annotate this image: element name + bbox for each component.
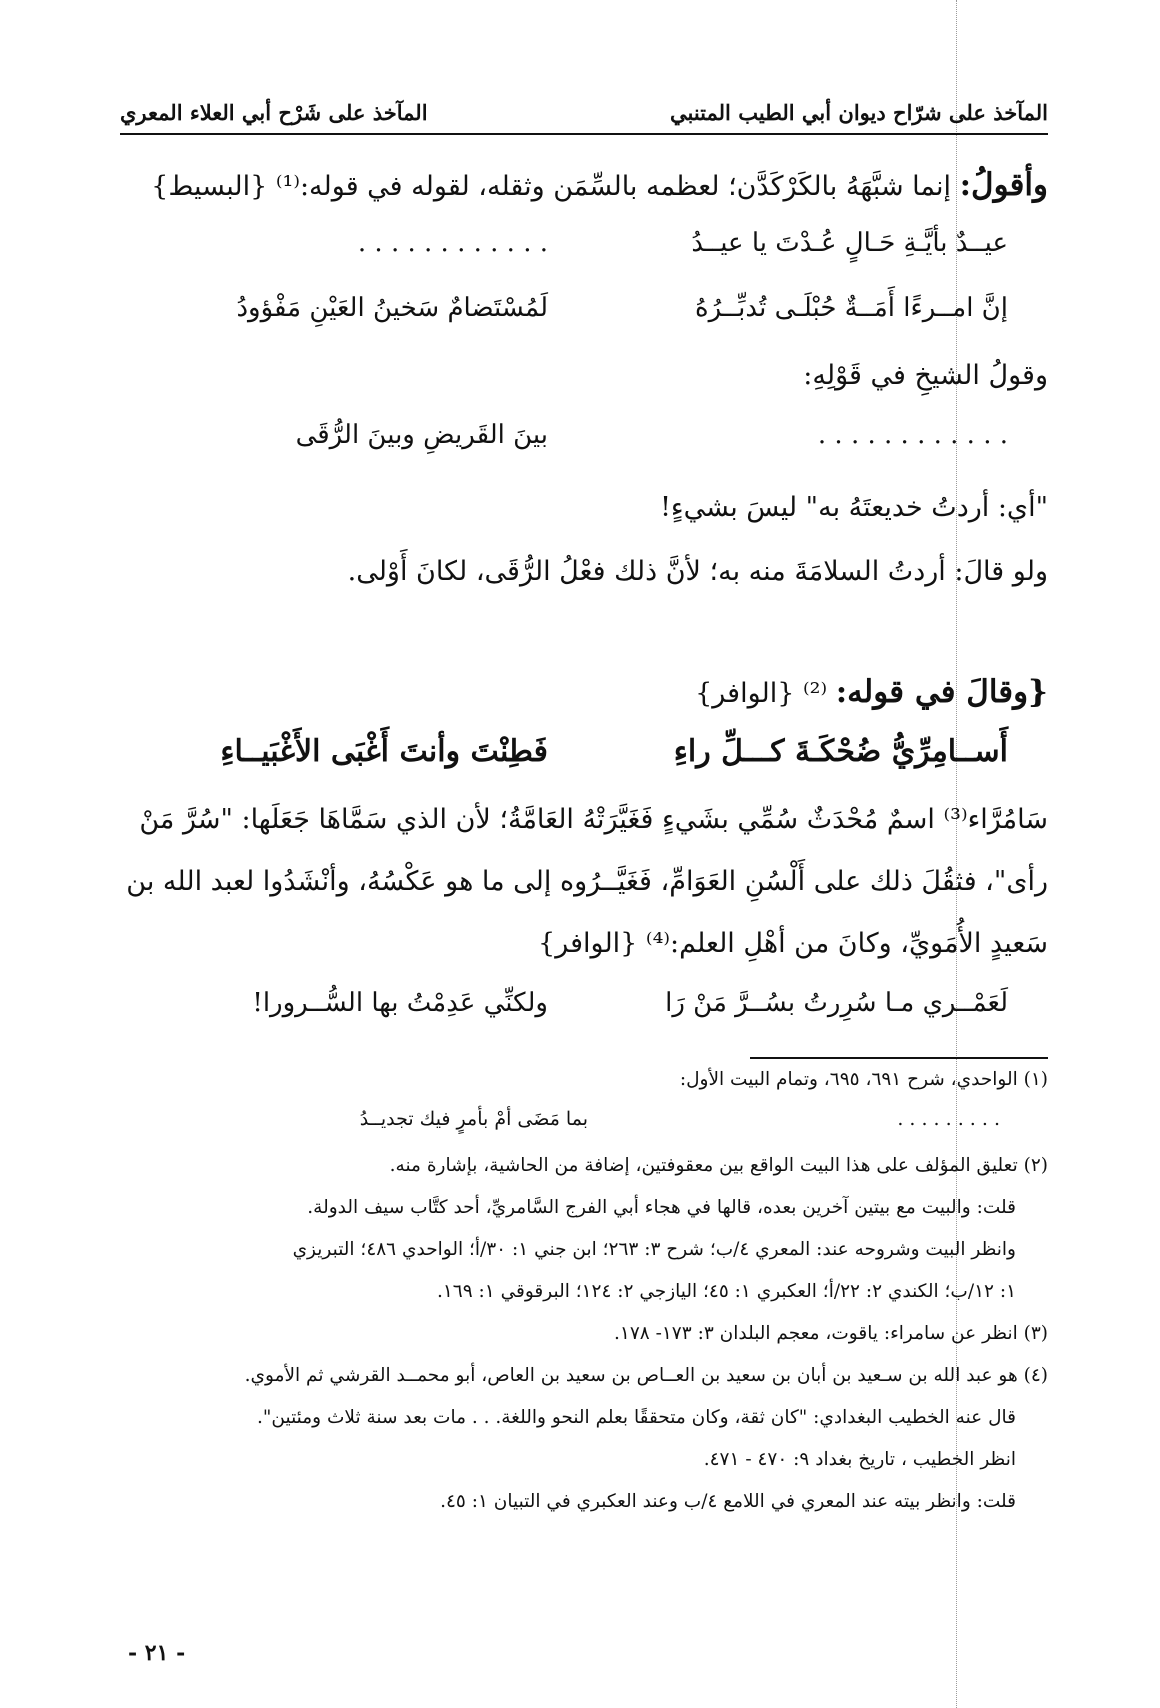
footnote-3: (٣) انظر عن سامراء: ياقوت، معجم البلدان ٣: ١٧٣- ١٧٨. — [614, 1323, 1048, 1344]
footnote-4-line-4: قلت: وانظر بيته عند المعري في اللامع ٤/ب وعند العكبري في التبيان ١: ٤٥. — [440, 1491, 1016, 1512]
section2-intro — [120, 672, 1048, 714]
running-header — [120, 92, 1048, 132]
verse-1 — [120, 228, 1048, 272]
section2-intro-rest: ⁽²⁾ {الوافر} — [695, 678, 828, 709]
footnote-2-line-2: قلت: والبيت مع بيتين آخرين بعده، قالها في هجاء أبي الفرج السَّامريِّ، أحد كتَّاب سيف الدولة. — [307, 1197, 1016, 1218]
verse-3 — [120, 420, 1048, 464]
footnote-2-line-3: وانظر البيت وشروحه عند: المعري ٤/ب؛ شرح ٣: ٢٦٣؛ ابن جني ١: ٣٠/أ؛ الواحدي ٤٨٦؛ التبريزي — [292, 1239, 1016, 1260]
paragraph-line-2: رأى"، فثقُلَ ذلك على أَلْسُنِ العَوَامِّ، فَغَيَّــرُوه إلى ما هو عَكْسُهُ، وأنْشَدُوا لعبد الله بن — [126, 866, 1048, 897]
quote-line: "أي: أردتُ خديعتَهُ به" ليسَ بشيءٍ! — [660, 492, 1048, 523]
main-verse-second-hemistich: فَطِنْتَ وأنتَ أَغْبَى الأَغْبَيــاءِ — [220, 734, 548, 769]
header-rule — [120, 133, 1048, 135]
footnote-2-line-1: (٢) تعليق المؤلف على هذا البيت الواقع بين معقوفتين، إضافة من الحاشية، بإشارة منه. — [389, 1155, 1048, 1176]
shaykh-line: وقولُ الشيخِ في قَوْلِهِ: — [803, 360, 1048, 391]
intro-label: وأقولُ: — [959, 167, 1048, 203]
footnote-1: (١) الواحدي، شرح ٦٩١، ٦٩٥، وتمام البيت الأول: — [679, 1069, 1048, 1090]
footnotes-rule — [750, 1057, 1048, 1059]
footnote-1-verse — [120, 1108, 1048, 1138]
correction-line: ولو قالَ: أردتُ السلامَةَ منه به؛ لأنَّ ذلك فعْلُ الرُّقَى، لكانَ أَوْلى. — [347, 556, 1048, 587]
main-verse-first-hemistich: أَســامِرِّيُّ ضُحْكَـةَ كـــلِّ راءِ — [673, 734, 1008, 769]
verse-2-first-hemistich: إنَّ امــرءًا أَمَــةٌ حُبْلَـى تُدبِّــرُهُ — [694, 293, 1008, 323]
footnote-4-line-2: قال عنه الخطيب البغدادي: "كان ثقة، وكان متحققًا بعلم النحو واللغة. . . مات بعد سنة ثلاث ومئتين". — [257, 1407, 1016, 1428]
main-verse — [120, 734, 1048, 778]
verse-2 — [120, 293, 1048, 337]
verse-1-second-hemistich: . . . . . . . . . . . . — [357, 228, 548, 258]
verse-3-first-hemistich: . . . . . . . . . . . . — [817, 420, 1008, 450]
verse-3-second-hemistich: بينَ القَريضِ وبينَ الرُّقَى — [295, 420, 548, 450]
section1-intro — [120, 165, 1048, 207]
footnote-4-line-1: (٤) هو عبد الله بن سـعيد بن أبان بن سعيد بن العــاص بن سعيد بن العاص، أبو محمــد القرشي ثم الأموي. — [244, 1365, 1048, 1386]
closing-verse-second-hemistich: ولكنِّي عَدِمْتُ بها السُّــرورا! — [252, 988, 548, 1018]
closing-verse — [120, 988, 1048, 1032]
page-number: - ٢١ - — [128, 1640, 186, 1666]
footnote-4-line-3: انظر الخطيب ، تاريخ بغداد ٩: ٤٧٠ - ٤٧١. — [703, 1449, 1016, 1470]
intro-text: إنما شبَّهَهُ بالكَرْكَدَّن؛ لعظمه بالسِّمَن وثقله، لقوله في قوله:⁽¹⁾ {البسيط} — [151, 171, 952, 202]
footnote-verse-second-hemistich: بما مَضَى أمْ بأمرٍ فيك تجديــدُ — [359, 1108, 588, 1130]
verse-1-first-hemistich: عيــدٌ بأيَّـةِ حَـالٍ عُـدْتَ يا عيــدُ — [691, 228, 1008, 258]
header-right-title: المآخذ على شرّاح ديوان أبي الطيب المتنبي — [670, 99, 1048, 125]
section2-intro-label: {وقالَ في قوله: — [835, 674, 1048, 710]
header-left-title: المآخذ على شَرْح أبي العلاء المعري — [120, 99, 428, 125]
paragraph-line-3: سَعيدٍ الأُمَويِّ، وكانَ من أهْلِ العلم:⁽⁴⁾ {الوافر} — [538, 928, 1048, 959]
footnote-verse-first-hemistich: . . . . . . . . . — [897, 1108, 1000, 1130]
footnote-2-line-4: ١: ١٢/ب؛ الكندي ٢: ٢٢/أ؛ العكبري ١: ٤٥؛ اليازجي ٢: ١٢٤؛ البرقوقي ١: ١٦٩. — [436, 1281, 1016, 1302]
verse-2-second-hemistich: لَمُسْتَضامٌ سَخينُ العَيْنِ مَفْؤودُ — [236, 293, 548, 323]
closing-verse-first-hemistich: لَعَمْــري مـا سُرِرتُ بسُــرَّ مَنْ رَا — [665, 988, 1008, 1018]
paragraph-line-1: سَامُرَّاء⁽³⁾ اسمٌ مُحْدَثٌ سُمِّي بشَيءٍ فَغَيَّرَتْهُ العَامَّةُ؛ لأن الذي سَمَّاهَا جَعَلَها: "سُرَّ مَنْ — [139, 804, 1048, 835]
